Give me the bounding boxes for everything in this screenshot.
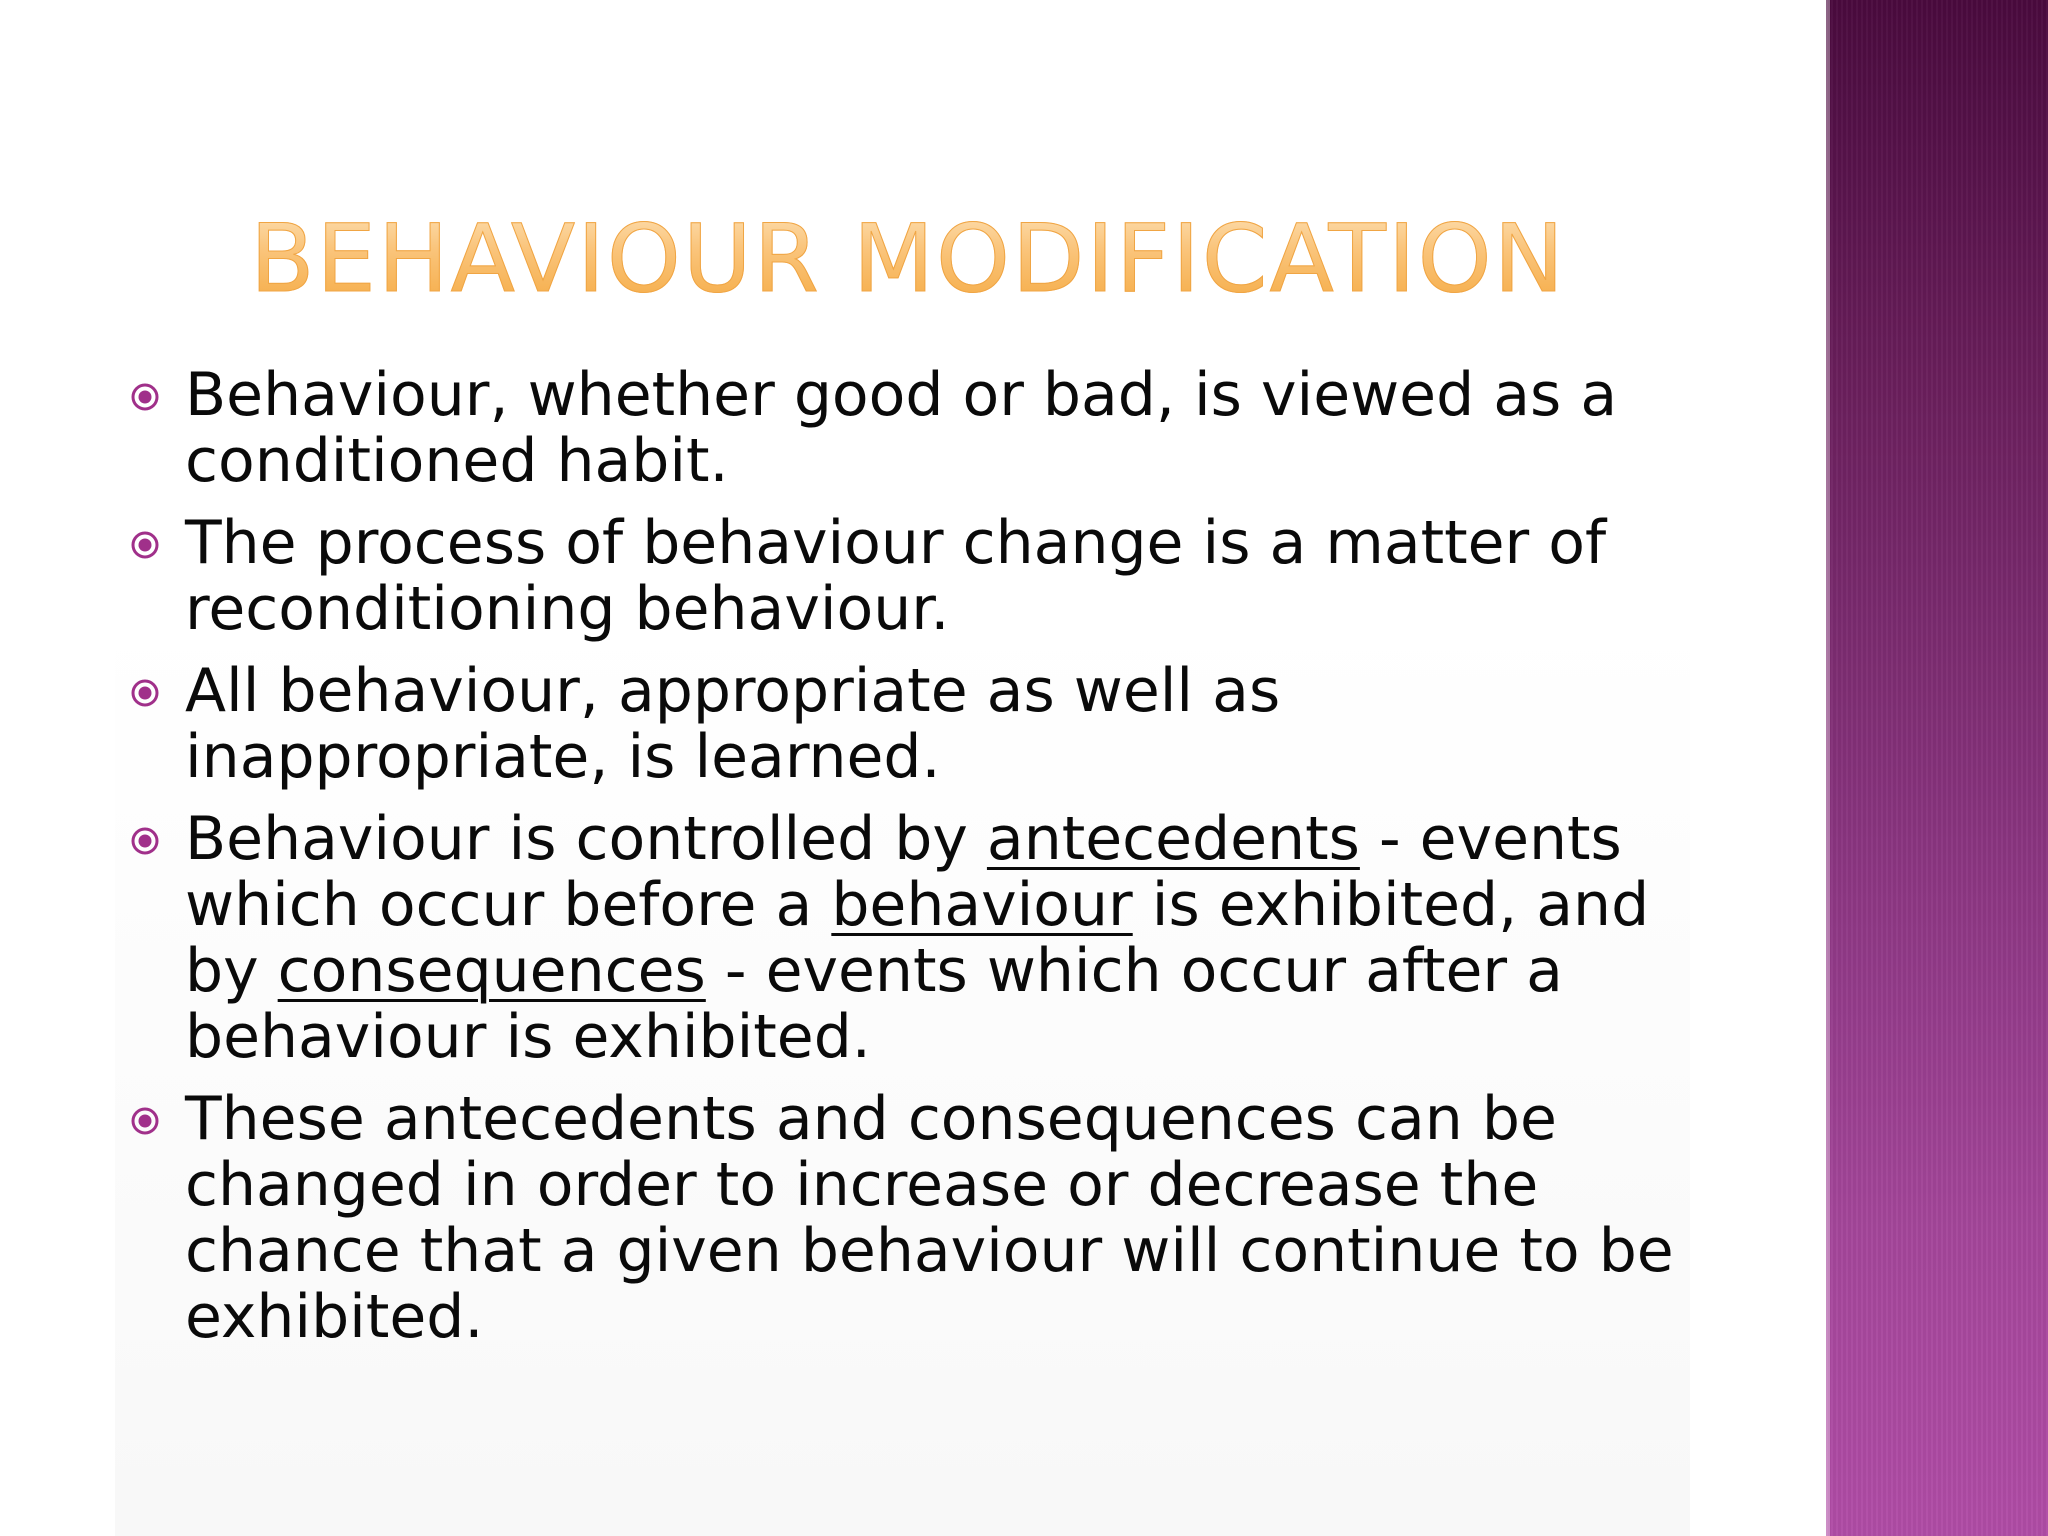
bullet-text-part: is exhibited, and by [185,870,1650,1006]
circled-dot-icon [130,826,160,856]
decorative-side-band [1826,0,2048,1536]
term-consequences: consequences [277,936,706,1006]
bullet-text: These antecedents and consequences can be changed in order to increase or decrease the chance that a given behaviour will continue to be exhibited. [185,1084,1674,1352]
list-item [130,510,1710,642]
side-band-texture [1826,0,2048,1536]
bullet-text-part: - events which occur after a behaviour is exhibited. [185,936,1563,1072]
circled-dot-icon [130,382,160,412]
bullet-text-part: - events which occur before a [185,804,1622,940]
list-item [130,1086,1710,1350]
term-behaviour: behaviour [831,870,1133,940]
list-item [130,806,1710,1070]
bullet-text: Behaviour, whether good or bad, is viewed as a conditioned habit. [185,360,1618,496]
bullet-text: All behaviour, appropriate as well as inappropriate, is learned. [185,656,1281,792]
bullet-text: The process of behaviour change is a matter of reconditioning behaviour. [185,508,1607,644]
slide-title: BEHAVIOUR MODIFICATION [250,200,1580,320]
bullet-list [130,362,1710,1366]
term-antecedents: antecedents [986,804,1360,874]
side-band-edge [1826,0,1830,1536]
circled-dot-icon [130,678,160,708]
list-item [130,658,1710,790]
bullet-text-part: Behaviour is controlled by [185,804,987,874]
list-item [130,362,1710,494]
circled-dot-icon [130,1106,160,1136]
circled-dot-icon [130,530,160,560]
